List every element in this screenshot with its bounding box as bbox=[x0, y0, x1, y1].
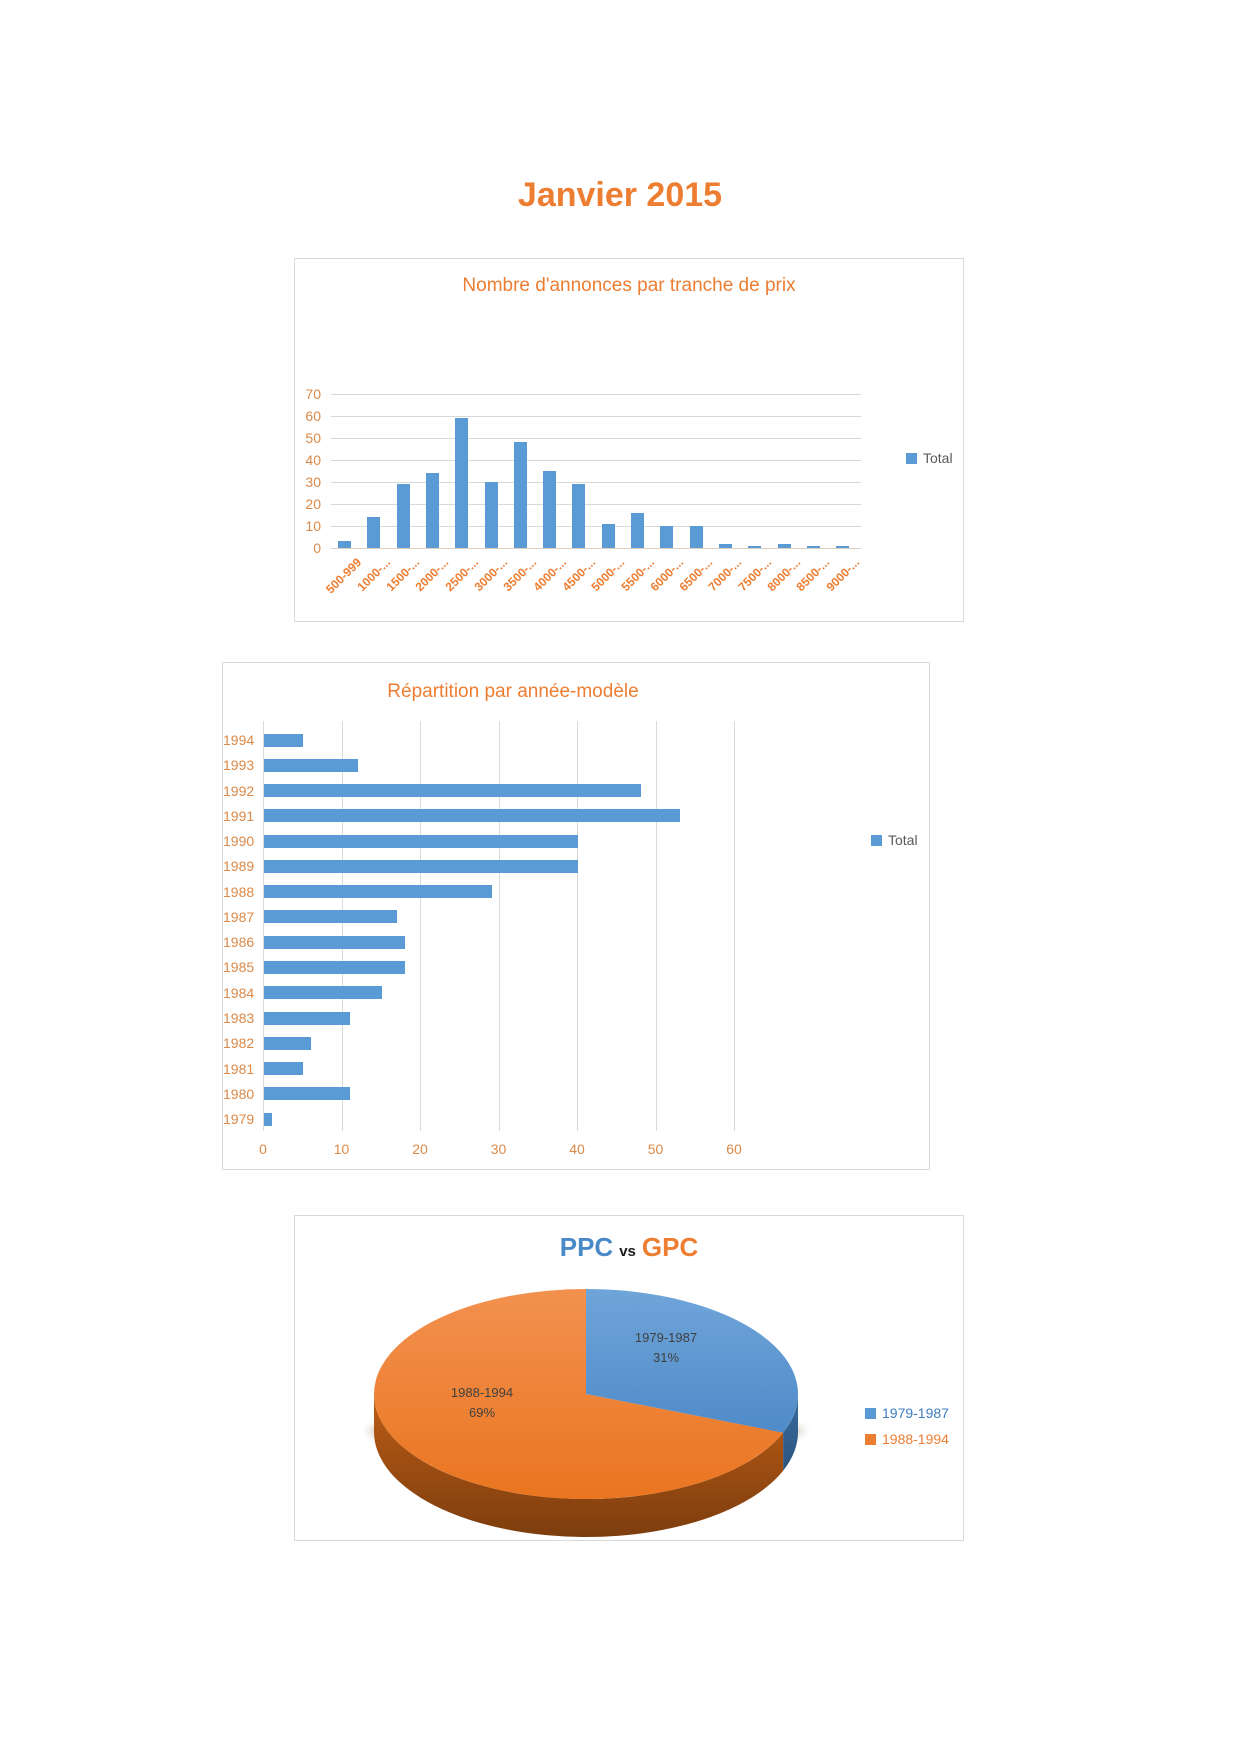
chart2-title: Répartition par année-modèle bbox=[387, 681, 639, 702]
gridline bbox=[331, 526, 861, 527]
y-category-label: 1983 bbox=[223, 1010, 255, 1026]
y-category-label: 1992 bbox=[223, 782, 255, 799]
y-axis-tick: 0 bbox=[313, 540, 321, 556]
bar-2500-... bbox=[455, 418, 468, 548]
y-category-label: 1987 bbox=[223, 908, 255, 925]
x-category-label: 5000-... bbox=[588, 555, 628, 594]
bar-2000-... bbox=[426, 473, 439, 548]
x-category-label: 500-999 bbox=[322, 555, 364, 597]
bar-1500-... bbox=[397, 484, 410, 548]
x-axis-tick: 10 bbox=[333, 1141, 350, 1157]
bar-1989 bbox=[264, 860, 578, 873]
bar-5000-... bbox=[602, 524, 615, 548]
bar-5500-... bbox=[631, 513, 644, 548]
bar-1984 bbox=[264, 986, 382, 999]
bar-1988 bbox=[264, 885, 492, 898]
bar-4000-... bbox=[543, 471, 556, 548]
chart-ppc-vs-gpc bbox=[294, 1215, 964, 1541]
legend-swatch-total bbox=[871, 835, 882, 846]
x-category-label: 7500-... bbox=[735, 555, 774, 594]
pie-legend bbox=[865, 1406, 949, 1446]
bar-1991 bbox=[264, 809, 680, 822]
bar-1987 bbox=[264, 910, 397, 923]
y-category-label: 1980 bbox=[223, 1085, 255, 1102]
legend-swatch-total bbox=[906, 453, 917, 464]
x-category-label: 2000-... bbox=[412, 555, 452, 594]
bar-3000-... bbox=[485, 482, 498, 548]
bar-7500-... bbox=[748, 546, 761, 548]
pie-slice-label-orange-range: 1988-1994 bbox=[450, 1385, 514, 1400]
y-axis-tick: 40 bbox=[305, 452, 321, 468]
x-category-label: 7000-... bbox=[705, 555, 745, 594]
legend-label-total: Total bbox=[888, 832, 918, 848]
x-category-label: 6000-... bbox=[647, 555, 686, 594]
y-axis-tick: 30 bbox=[305, 474, 321, 490]
pie-title-gpc: GPC bbox=[641, 1232, 699, 1262]
x-category-label: 5500-... bbox=[618, 555, 657, 594]
bar-1986 bbox=[264, 936, 405, 949]
legend-swatch-1979-1987 bbox=[865, 1408, 876, 1419]
page-title: Janvier 2015 bbox=[517, 176, 723, 214]
bar-6000-... bbox=[660, 526, 673, 548]
pie-legend-item-1988-1994 bbox=[865, 1432, 949, 1446]
pie-slice-label-blue-range: 1979-1987 bbox=[634, 1330, 698, 1345]
y-category-label: 1985 bbox=[223, 959, 255, 976]
y-axis-tick: 70 bbox=[305, 386, 321, 402]
gridline bbox=[656, 721, 657, 1131]
pie-3d bbox=[295, 1216, 963, 1540]
x-category-label: 8000-... bbox=[764, 555, 804, 594]
bar-1983 bbox=[264, 1012, 350, 1025]
x-category-label: 8500-... bbox=[793, 555, 833, 594]
x-category-label: 1500-... bbox=[383, 555, 423, 594]
y-category-label: 1981 bbox=[223, 1060, 255, 1077]
gridline bbox=[420, 721, 421, 1131]
bar-4500-... bbox=[572, 484, 585, 548]
gridline bbox=[331, 394, 861, 395]
x-category-label: 1000-... bbox=[354, 555, 393, 594]
bar-6500-... bbox=[690, 526, 703, 548]
y-category-label: 1989 bbox=[223, 858, 255, 875]
gridline bbox=[331, 548, 861, 549]
y-category-label: 1984 bbox=[223, 984, 255, 1001]
x-category-label: 4000-... bbox=[530, 555, 569, 594]
pie-slice-label-blue bbox=[616, 1328, 716, 1368]
gridline bbox=[734, 721, 735, 1131]
bar-1990 bbox=[264, 835, 578, 848]
gridline bbox=[342, 721, 343, 1131]
bar-1979 bbox=[264, 1113, 272, 1126]
y-category-label: 1991 bbox=[223, 807, 255, 824]
pie-slice-label-orange bbox=[432, 1383, 532, 1423]
pie-title-vs: vs bbox=[619, 1243, 636, 1260]
y-category-label: 1982 bbox=[223, 1035, 255, 1052]
x-axis-tick: 60 bbox=[726, 1141, 742, 1157]
y-category-label: 1993 bbox=[223, 757, 255, 774]
bar-9000-... bbox=[836, 546, 849, 548]
y-category-label: 1990 bbox=[223, 833, 255, 850]
y-axis-tick: 60 bbox=[305, 408, 321, 424]
chart-price-ranges bbox=[294, 258, 964, 622]
gridline bbox=[331, 460, 861, 461]
bar-500-999 bbox=[338, 541, 351, 548]
pie-title-ppc: PPC bbox=[559, 1232, 614, 1262]
y-axis-tick: 10 bbox=[305, 518, 321, 534]
gridline bbox=[499, 721, 500, 1131]
bar-1982 bbox=[264, 1037, 311, 1050]
x-axis-tick: 40 bbox=[569, 1141, 585, 1157]
y-category-label: 1986 bbox=[223, 934, 255, 951]
x-axis-tick: 30 bbox=[490, 1141, 507, 1157]
bar-1000-... bbox=[367, 517, 380, 548]
x-axis-tick: 20 bbox=[412, 1141, 428, 1157]
x-category-label: 9000-... bbox=[823, 555, 862, 594]
x-category-label: 4500-... bbox=[559, 555, 599, 594]
y-category-label: 1994 bbox=[223, 732, 255, 748]
y-category-label: 1988 bbox=[223, 883, 255, 900]
gridline bbox=[331, 416, 861, 417]
x-category-label: 2500-... bbox=[442, 555, 481, 594]
legend-label-1988-1994: 1988-1994 bbox=[882, 1431, 949, 1447]
bar-1992 bbox=[264, 784, 641, 797]
chart1-legend bbox=[906, 451, 953, 465]
x-axis-tick: 50 bbox=[647, 1141, 664, 1157]
gridline bbox=[331, 482, 861, 483]
pie-slice-label-orange-pct: 69% bbox=[468, 1405, 496, 1420]
legend-label-1979-1987: 1979-1987 bbox=[882, 1405, 949, 1421]
x-category-label: 6500-... bbox=[676, 555, 716, 594]
y-axis-tick: 20 bbox=[305, 496, 321, 512]
bar-1993 bbox=[264, 759, 358, 772]
bar-1981 bbox=[264, 1062, 303, 1075]
chart-year-model bbox=[222, 662, 930, 1170]
bar-1985 bbox=[264, 961, 405, 974]
pie-legend-item-1979-1987 bbox=[865, 1406, 949, 1420]
bar-1994 bbox=[264, 734, 303, 747]
bar-7000-... bbox=[719, 544, 732, 548]
chart2-legend bbox=[871, 833, 918, 847]
legend-label-total: Total bbox=[923, 450, 953, 466]
gridline bbox=[331, 504, 861, 505]
x-axis-tick: 0 bbox=[259, 1141, 267, 1157]
bar-1980 bbox=[264, 1087, 350, 1100]
gridline bbox=[331, 438, 861, 439]
legend-swatch-1988-1994 bbox=[865, 1434, 876, 1445]
bar-3500-... bbox=[514, 442, 527, 548]
x-category-label: 3500-... bbox=[500, 555, 540, 594]
gridline bbox=[577, 721, 578, 1131]
chart1-title: Nombre d'annonces par tranche de prix bbox=[462, 275, 796, 296]
y-axis-tick: 50 bbox=[305, 430, 321, 446]
bar-8500-... bbox=[807, 546, 820, 548]
bar-8000-... bbox=[778, 544, 791, 548]
x-category-label: 3000-... bbox=[471, 555, 511, 594]
y-category-label: 1979 bbox=[223, 1111, 255, 1128]
pie-slice-label-blue-pct: 31% bbox=[652, 1350, 680, 1365]
